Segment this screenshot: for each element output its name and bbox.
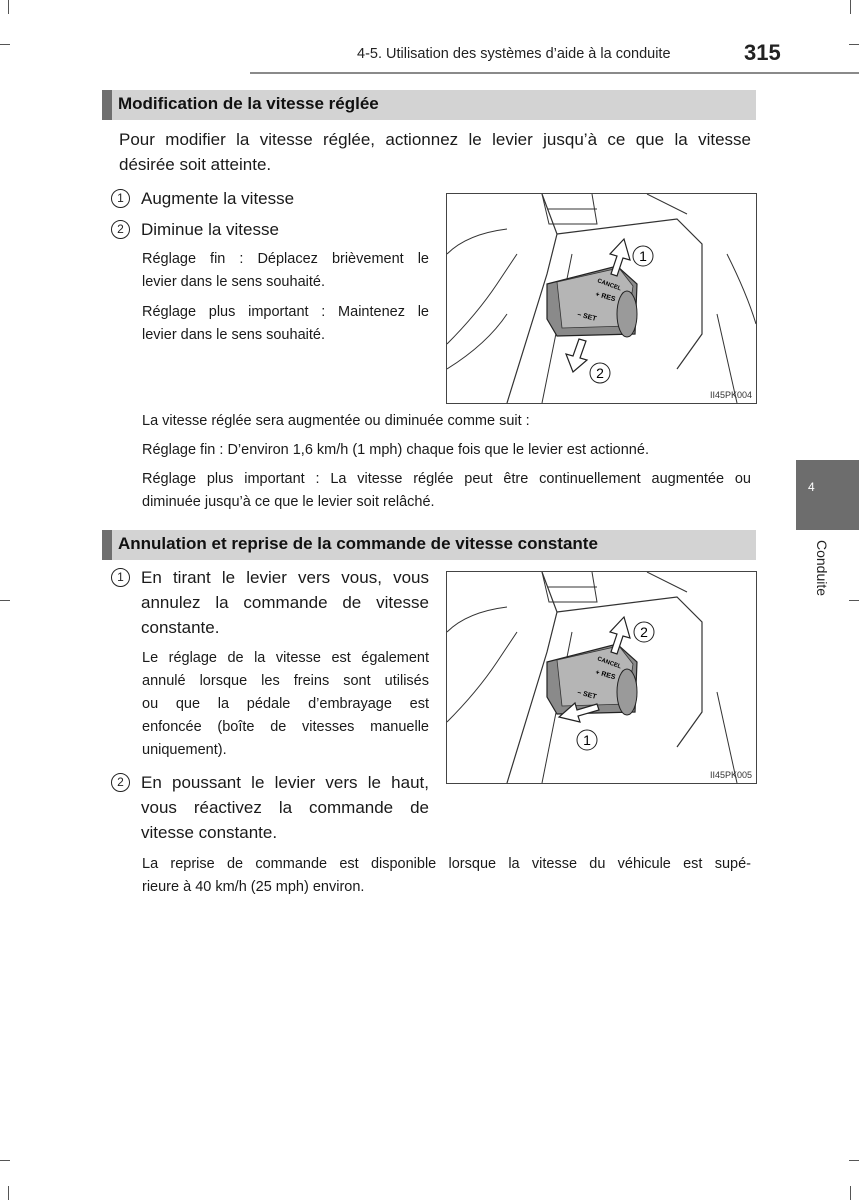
- header-rule: [250, 72, 859, 74]
- section-title: Modification de la vitesse réglée: [118, 94, 379, 113]
- crop-mark: [0, 1160, 10, 1161]
- list-item: annulez la commande de vitesse: [141, 593, 429, 612]
- list-item: En poussant le levier vers le haut,: [141, 773, 429, 792]
- callout-2-number: 2: [640, 624, 648, 640]
- lever-res-label: + RES: [594, 669, 617, 682]
- detail-text: ou que la pédale d’embrayage est: [142, 696, 429, 712]
- intro-text: désirée soit atteinte.: [119, 155, 272, 174]
- lever-set-label: – SET: [576, 689, 598, 701]
- lever-drawing: [447, 572, 756, 783]
- intro-text: Pour modifier la vitesse réglée, actionnez le levier jusqu’à ce que la vitesse: [119, 130, 751, 149]
- callout-1-number: 1: [639, 248, 647, 264]
- number-circle: 1: [111, 568, 130, 587]
- section-heading: [102, 530, 756, 560]
- chapter-number: 4: [808, 480, 815, 494]
- list-item: Diminue la vitesse: [141, 220, 279, 239]
- figure-code: II45PK005: [710, 770, 753, 780]
- note-text: rieure à 40 km/h (25 mph) environ.: [142, 879, 365, 895]
- detail-text: Le réglage de la vitesse est également: [142, 650, 429, 666]
- lever-set-label: – SET: [576, 311, 598, 323]
- detail-text: Réglage fin : Déplacez brièvement le: [142, 251, 429, 267]
- heading-bar: [102, 90, 112, 120]
- crop-mark: [8, 1186, 9, 1200]
- crop-mark: [850, 0, 851, 14]
- crop-mark: [0, 600, 10, 601]
- crop-mark: [849, 44, 859, 45]
- heading-bar: [102, 530, 112, 560]
- note-text: diminuée jusqu’à ce que le levier soit relâché.: [142, 494, 435, 510]
- crop-mark: [0, 44, 10, 45]
- section-heading: [102, 90, 756, 120]
- lever-res-label: + RES: [594, 291, 617, 304]
- detail-text: enfoncée (boîte de vitesses manuelle: [142, 719, 429, 735]
- crop-mark: [849, 1160, 859, 1161]
- crop-mark: [850, 1186, 851, 1200]
- lever-drawing: [447, 194, 756, 403]
- chapter-tab: [796, 460, 859, 530]
- detail-text: Réglage plus important : Maintenez le: [142, 304, 429, 320]
- detail-text: uniquement).: [142, 742, 227, 758]
- crop-mark: [8, 0, 9, 14]
- list-item: En tirant le levier vers vous, vous: [141, 568, 429, 587]
- list-item: vitesse constante.: [141, 823, 278, 842]
- lever-cancel-label: CANCEL: [596, 656, 622, 671]
- note-text: Réglage plus important : La vitesse réglée peut être continuellement augmentée ou: [142, 471, 751, 487]
- number-circle: 1: [111, 189, 130, 208]
- section-title: Annulation et reprise de la commande de vitesse constante: [118, 534, 598, 553]
- callout-2-number: 2: [596, 365, 604, 381]
- lever-illustration: [446, 193, 757, 404]
- number-circle: 2: [111, 773, 130, 792]
- detail-text: levier dans le sens souhaité.: [142, 274, 325, 290]
- lever-illustration: [446, 571, 757, 784]
- lever-cancel-label: CANCEL: [596, 278, 622, 293]
- list-item: constante.: [141, 618, 220, 637]
- note-text: La vitesse réglée sera augmentée ou diminuée comme suit :: [142, 413, 530, 429]
- note-text: Réglage fin : D’environ 1,6 km/h (1 mph) chaque fois que le levier est actionné.: [142, 442, 649, 458]
- detail-text: levier dans le sens souhaité.: [142, 327, 325, 343]
- crop-mark: [849, 600, 859, 601]
- list-item: Augmente la vitesse: [141, 189, 295, 208]
- callout-1-number: 1: [583, 732, 591, 748]
- detail-text: annulé lorsque les freins sont utilisés: [142, 673, 429, 689]
- running-header: 4-5. Utilisation des systèmes d’aide à la conduite: [357, 46, 671, 62]
- note-text: La reprise de commande est disponible lorsque la vitesse du véhicule est supé-: [142, 856, 751, 872]
- list-item: vous réactivez la commande de: [141, 798, 429, 817]
- number-circle: 2: [111, 220, 130, 239]
- figure-code: II45PK004: [710, 390, 753, 400]
- page-number: 315: [744, 40, 781, 65]
- chapter-label: Conduite: [814, 540, 830, 597]
